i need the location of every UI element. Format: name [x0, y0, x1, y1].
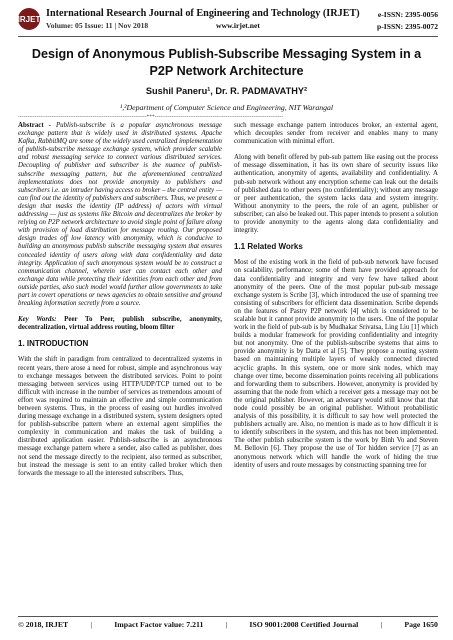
footer-separator: | — [225, 620, 228, 629]
abstract-text: Publish-subscribe is a popular asynchronous message exchange pattern that is widely used in distributed systems. Apache Kafka, RabbitMQ are some of the widely used centralized implementation of publish-subscribe message exchange system, which provider scalable and robust messaging service to connect various distributed services. Decoupling of publisher and subscriber is the nuance of publish-subscribe messaging pattern, but the aforementioned centralized implementations does not provide anonymity to publishers and subscribers i.e. an intruder having access to broker – the central entity — can find out the identity of publishers and subscribers. Thus, we present a design that masks the identity (IP address) of actors with virtual addressing — just as systems like Bitcoin and decentralizes the broker by relying on P2P network architecture to avoid single point of failure along with provision of load distribution for message routing. Our proposed design trades off low latency with anonymity, which is conducive to building an anonymous publish subscribe messaging system that ensures concealed identity of users along with data confidentiality and data integrity. Application of such anonymous system would be to construct a communication channel, wherein user can contact each other and exchange data while protecting their identities from each other and from outside parties, also such model would further allow governments to take part in covert operations or news agencies to obtain sensitive and ground breaking information secretly from a source. — [18, 122, 222, 308]
section-heading-related-works: 1.1 Related Works — [234, 242, 303, 252]
issn-block — [377, 9, 438, 33]
page-footer — [18, 620, 438, 632]
section-separator: ---------------------------------------------------------------------***--------------------------------------------------------------------- — [18, 115, 284, 120]
journal-title: International Research Journal of Engineering and Technology (IRJET) — [46, 8, 360, 19]
security-paragraph: Along with benefit offered by pub-sub pattern like easing out the process of message dissemination, it has its own share of security issues like authentication, anonymity of agents, availability and confidentiality. A pub-sub network without any encryption scheme can leak out the details of published data to other peers (no confidentiality); without any message or peer authentication, the system lacks data and system integrity. Without anonymity to the peers, the role of an agent, publisher or subscriber, can also be leaked out. This paper intends to present a solution to provide anonymity to the agents along data confidentiality and integrity. — [234, 154, 438, 235]
journal-header — [18, 8, 438, 36]
author-affiliation: ¹,²Department of Computer Science and Engineering, NIT Warangal — [119, 103, 334, 112]
abstract — [18, 122, 222, 308]
journal-website-link[interactable]: www.irjet.net — [216, 21, 260, 30]
left-column — [18, 122, 222, 486]
footer-separator: | — [380, 620, 383, 629]
page-number: Page 1650 — [404, 620, 438, 629]
keywords-label: Key Words: — [18, 316, 65, 324]
introduction-paragraph: With the shift in paradigm from centralized to decentralized systems in recent years, there arose a need for robust, simple and asynchronous way to exchange messages between the distributed services. Point to point messaging between services using HTTP/UDP/TCP turned out to be difficult with increase in the number of services as tremendous amount of effort was required to maintain an effective and simple communication between systems. Thus, in the process of easing out hurdles involved during message exchange in a distributed system, system designers opted for publish-subscribe pattern where an external agent simplifies the complexity in communication and makes the task of building a distributed application easier. Publish-subscribe is an asynchronous message exchange pattern where a sender, also called as publisher, does not send the message directly to the recipient, also termed as subscriber, but instead the message is sent to an entity called broker which then forwards the message to all the interested subscribers. Thus, — [18, 356, 222, 477]
impact-factor: Impact Factor value: 7.211 — [114, 620, 204, 629]
header-divider — [18, 36, 438, 37]
abstract-label: Abstract - — [18, 122, 56, 129]
copyright: © 2018, IRJET — [18, 620, 69, 629]
p-issn: p-ISSN: 2395-0072 — [377, 22, 438, 31]
paper-title: Design of Anonymous Publish-Subscribe Messaging System in a P2P Network Architecture — [31, 47, 422, 78]
keywords — [18, 316, 222, 332]
iso-certification: ISO 9001:2008 Certified Journal — [249, 620, 359, 629]
volume-issue: Volume: 05 Issue: 11 | Nov 2018 — [46, 21, 149, 30]
section-heading-introduction: 1. INTRODUCTION — [18, 339, 89, 349]
related-works-paragraph: Most of the existing work in the field of pub-sub network have focused on scalability, performance; some of them have provided approach for data confidentiality and integrity and very few have talked about anonymity of the peers. One of the most popular pub-sub message exchange system is Scribe [3], which introduced the use of spanning tree consisting of subscribers for efficient data dissemination. Scribe depends on the features of Pastry P2P network [4] which is considered to be scalable but it cannot provide anonymity to the users. One of the popular work in the field of pub-sub is by Mudhakar Srivatsa, Ling Liu [1] which builds a modular framework for providing confidentiality and integrity but not anonymity. One of the publish-subscribe systems that aims to provide anonymity is by Datta et al [5]. They propose a routing system based on maintaining multiple layers of weakly connected directed acyclic graphs. In this system, one or more sink nodes, which may change over time, become dissemination points receiving all publications and forwarding them to subscribers. However, anonymity is provided by assuming that the node from which a receiver gets a message may not be the original publisher. However, an adversary would still know that that node could possibly be an original publisher. Without probabilistic analysis of this possibility, it is difficult to say how well protected the publishers actually are. Also, no mention is made as to how difficult it is to identify subscribers in the system, and this has not been implemented. The other publish subscribe system is the work by Binh Vo and Steven M. Bellovin [6]. They propose the use of Tor hidden service [7] as an anonymous network which will handle the work of hiding the true identity of users and route messages by constructing spanning tree for — [234, 259, 438, 469]
footer-divider — [18, 616, 438, 617]
keywords-text: Peer To Peer, publish subscribe, anonymity, decentralization, virtual address routing, bloom filter — [18, 316, 222, 332]
e-issn: e-ISSN: 2395-0056 — [377, 10, 438, 19]
introduction-continuation: such message exchange pattern introduces broker, an external agent, which decouples sender from receiver and enables many to many communication with minimal effort. — [234, 122, 438, 146]
journal-logo: IRJET — [18, 8, 40, 30]
right-column — [234, 122, 438, 478]
footer-separator: | — [90, 620, 93, 629]
paper-authors: Sushil Paneru¹, Dr. R. PADMAVATHY² — [145, 86, 308, 96]
